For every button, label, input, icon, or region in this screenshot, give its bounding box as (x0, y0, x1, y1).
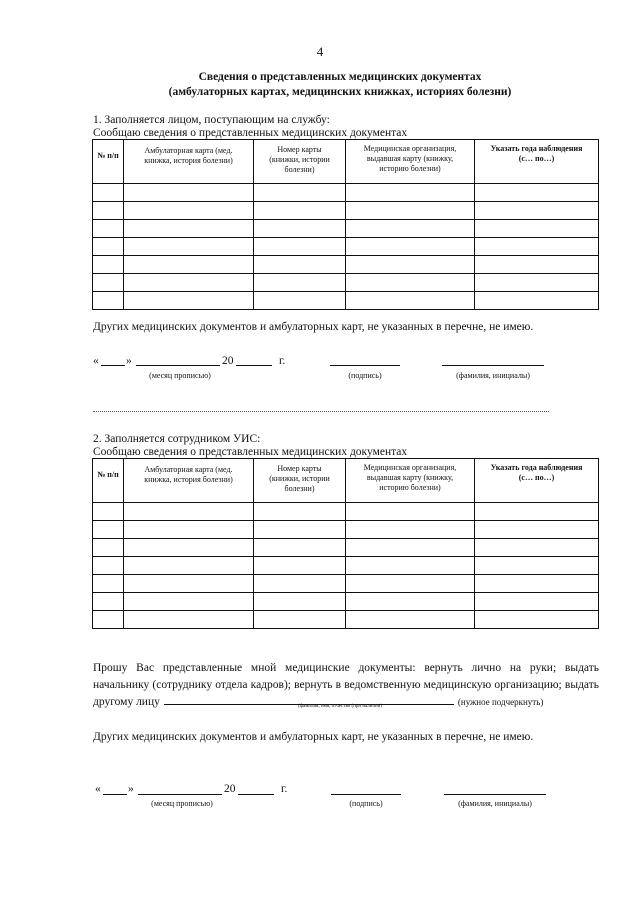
section2-request: Прошу Вас представленные мной медицинские документы: вернуть лично на руки; выдать начальнику (сотруднику отдела кадров); вернуть в ведомственную медицинскую организацию; выдать другому лицу (нужное подчеркнуть) (93, 662, 599, 708)
table-row (93, 184, 599, 202)
col-number: № п/п (93, 140, 124, 184)
col-number: № п/п (93, 459, 124, 503)
table-row (93, 521, 599, 539)
table-row (93, 557, 599, 575)
section1-table (92, 139, 599, 310)
col-organization: Медицинская организация, выдавшая карту (книжку, историю болезни) (346, 140, 475, 184)
name-field[interactable] (444, 794, 546, 795)
section1-subheading: Сообщаю сведения о представленных медицинских документах (93, 127, 408, 139)
table-row (93, 274, 599, 292)
document-subtitle: (амбулаторных картах, медицинских книжках, историях болезни) (168, 86, 512, 98)
year-prefix: 20 (222, 355, 234, 367)
section2-statement: Других медицинских документов и амбулаторных карт, не указанных в перечне, не имею. (93, 731, 534, 743)
signature-caption: (подпись) (348, 371, 382, 380)
table-row (93, 611, 599, 629)
table-row (93, 220, 599, 238)
table-row (93, 256, 599, 274)
signature-field[interactable] (331, 794, 401, 795)
request-suffix: (нужное подчеркнуть) (457, 697, 544, 707)
col-card-number: Номер карты (книжки, истории болезни) (254, 459, 346, 503)
table-row (93, 238, 599, 256)
page-number: 4 (316, 44, 324, 59)
name-caption: (фамилия, инициалы) (456, 371, 530, 380)
table-row (93, 575, 599, 593)
col-years: Указать года наблюдения (с… по…) (475, 140, 599, 184)
section1-statement: Других медицинских документов и амбулаторных карт, не указанных в перечне, не имею. (93, 321, 534, 333)
date-open-quote: « (93, 355, 99, 367)
day-field[interactable] (103, 794, 127, 795)
name-field[interactable] (442, 365, 544, 366)
col-card: Амбулаторная карта (мед. книжка, история болезни) (124, 140, 254, 184)
signature-caption: (подпись) (349, 799, 383, 808)
table-row (93, 539, 599, 557)
name-caption: (фамилия, инициалы) (458, 799, 532, 808)
col-card-number: Номер карты (книжки, истории болезни) (254, 140, 346, 184)
date-close-quote: » (128, 783, 134, 795)
year-prefix: 20 (224, 783, 236, 795)
separator (93, 411, 549, 412)
col-years: Указать года наблюдения (с… по…) (475, 459, 599, 503)
section2-table (92, 458, 599, 629)
table-row (93, 202, 599, 220)
signature-field[interactable] (330, 365, 400, 366)
year-field[interactable] (238, 794, 274, 795)
table-row (93, 593, 599, 611)
section1-heading: 1. Заполняется лицом, поступающим на службу: (93, 114, 330, 126)
year-suffix: г. (281, 783, 288, 795)
date-open-quote: « (95, 783, 101, 795)
section2-subheading: Сообщаю сведения о представленных медицинских документах (93, 446, 408, 458)
col-organization: Медицинская организация, выдавшая карту (книжку, историю болезни) (346, 459, 475, 503)
year-suffix: г. (279, 355, 286, 367)
month-field[interactable] (138, 794, 222, 795)
col-card: Амбулаторная карта (мед. книжка, история болезни) (124, 459, 254, 503)
section2-heading: 2. Заполняется сотрудником УИС: (93, 433, 261, 445)
document-title: Сведения о представленных медицинских документах (198, 71, 482, 83)
date-close-quote: » (126, 355, 132, 367)
other-person-caption: (фамилия, имя, отчество (при наличии) (298, 704, 382, 709)
month-caption: (месяц прописью) (151, 799, 213, 808)
day-field[interactable] (101, 365, 125, 366)
year-field[interactable] (236, 365, 272, 366)
month-caption: (месяц прописью) (149, 371, 211, 380)
month-field[interactable] (136, 365, 220, 366)
table-row (93, 503, 599, 521)
table-row (93, 292, 599, 310)
